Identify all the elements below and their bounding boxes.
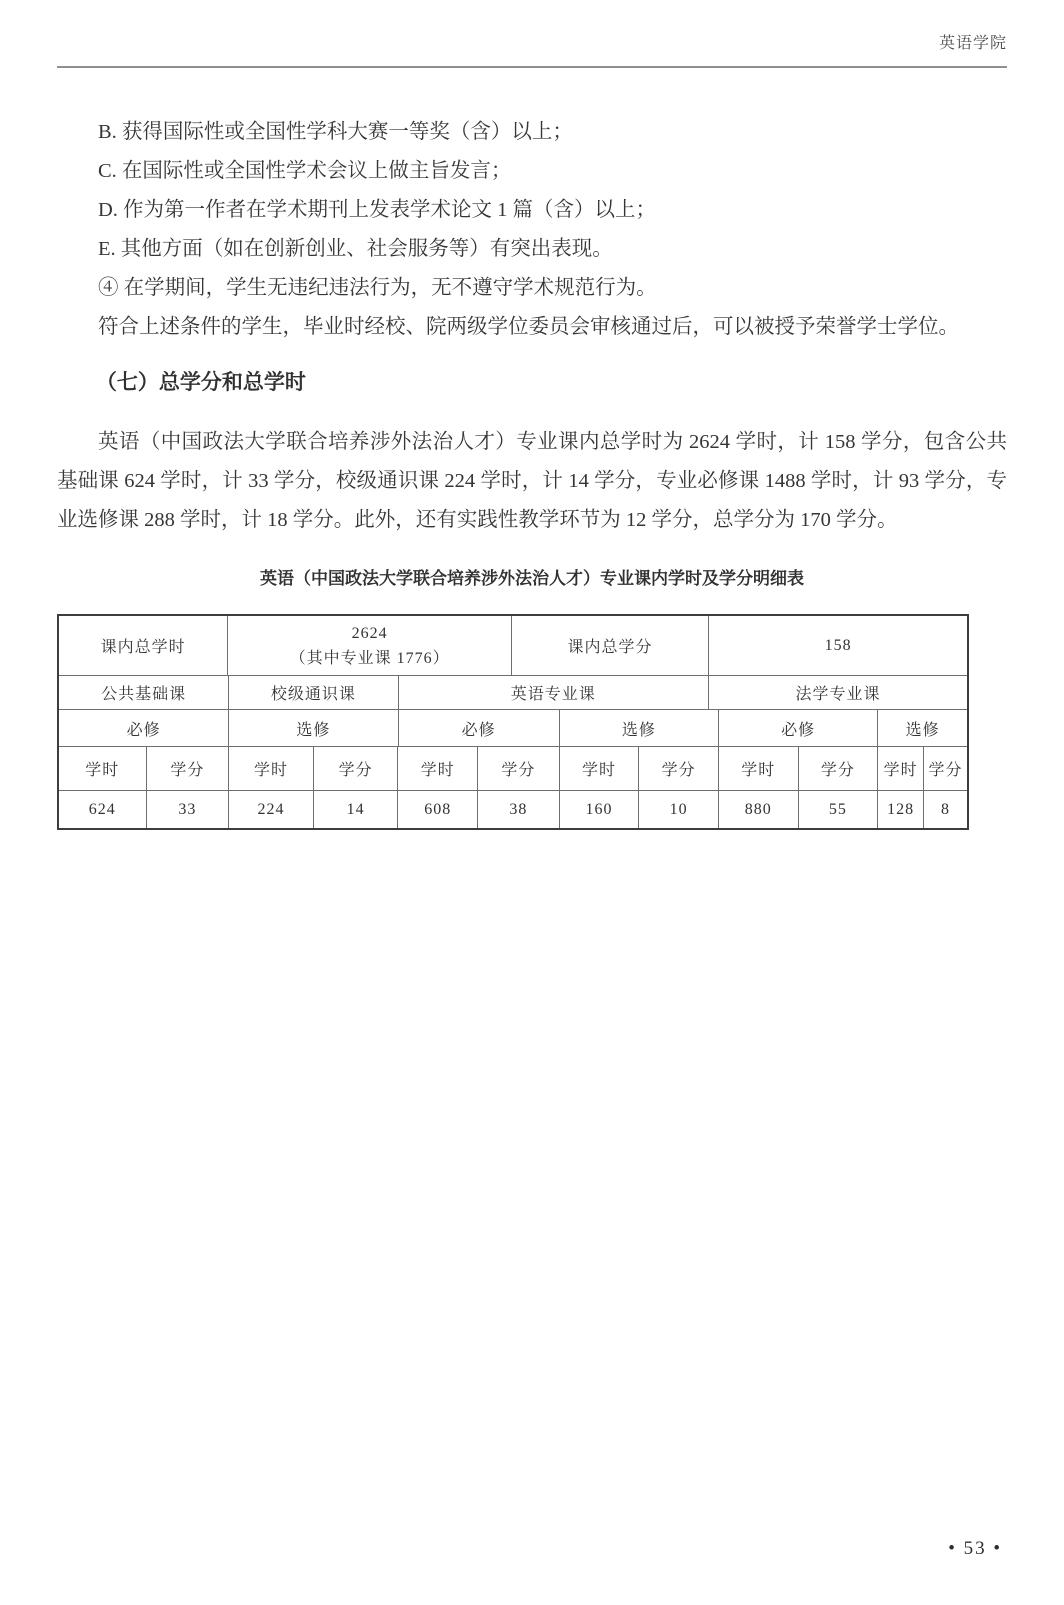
cell-unit-header: 学时 xyxy=(559,747,639,790)
cell-value: 880 xyxy=(718,791,798,828)
total-hours-number: 2624 xyxy=(351,624,388,642)
cell-unit-header: 学分 xyxy=(798,747,878,790)
cell-type: 选修 xyxy=(559,710,718,746)
table-title: 英语（中国政法大学联合培养涉外法治人才）专业课内学时及学分明细表 xyxy=(260,569,804,588)
page-number: • 53 • xyxy=(948,1538,1002,1559)
table-row-categories xyxy=(59,675,967,709)
table-row-unit-headers xyxy=(59,746,967,790)
cell-type: 选修 xyxy=(228,710,397,746)
cell-value: 33 xyxy=(146,791,229,828)
table-row-totals xyxy=(59,616,967,675)
cell-category-public-basic: 公共基础课 xyxy=(101,686,187,703)
page-content xyxy=(57,113,1007,830)
cell-type: 必修 xyxy=(126,721,161,739)
list-item-c: C. 在国际性或全国性学术会议上做主旨发言； xyxy=(98,160,512,182)
cell-unit-header: 学时 xyxy=(228,747,313,790)
cell-value: 8 xyxy=(923,791,967,828)
cell-unit-header: 学时 xyxy=(397,747,477,790)
cell-value: 10 xyxy=(638,791,718,828)
credits-table xyxy=(57,614,969,830)
cell-unit-header: 学时 xyxy=(85,762,120,779)
section-heading-total-credits: （七）总学分和总学时 xyxy=(95,371,306,394)
list-item-4: ④ 在学期间，学生无违纪违法行为，无不遵守学术规范行为。 xyxy=(98,277,657,299)
cell-unit-header: 学时 xyxy=(718,747,798,790)
cell-value: 14 xyxy=(313,791,398,828)
list-item-e: E. 其他方面（如在创新创业、社会服务等）有突出表现。 xyxy=(98,238,613,260)
cell-unit-header: 学分 xyxy=(313,747,398,790)
cell-total-hours-value xyxy=(227,616,511,675)
cell-category-english-major: 英语专业课 xyxy=(398,676,709,709)
cell-value: 608 xyxy=(397,791,477,828)
total-hours-note: （其中专业课 1776） xyxy=(289,649,450,667)
running-head-college: 英语学院 xyxy=(938,35,1007,52)
cell-total-hours-label: 课内总学时 xyxy=(100,639,186,656)
list-item-d: D. 作为第一作者在学术期刊上发表学术论文 1 篇（含）以上； xyxy=(98,199,657,221)
cell-category-law-major: 法学专业课 xyxy=(708,676,967,709)
cell-value: 160 xyxy=(559,791,639,828)
cell-total-credits-label: 课内总学分 xyxy=(511,616,708,675)
list-item-b: B. 获得国际性或全国性学科大赛一等奖（含）以上； xyxy=(98,121,573,143)
cell-unit-header: 学分 xyxy=(923,747,967,790)
cell-unit-header: 学分 xyxy=(146,747,229,790)
header-divider xyxy=(57,66,1007,68)
cell-total-credits-value: 158 xyxy=(708,616,967,675)
cell-type: 必修 xyxy=(398,710,559,746)
cell-category-general-education: 校级通识课 xyxy=(228,676,397,709)
cell-value: 55 xyxy=(798,791,878,828)
cell-type: 必修 xyxy=(718,710,877,746)
cell-value: 624 xyxy=(88,800,116,818)
table-row-values xyxy=(59,790,967,828)
paragraph-honor-degree: 符合上述条件的学生，毕业时经校、院两级学位委员会审核通过后，可以被授予荣誉学士学位。 xyxy=(98,316,959,338)
cell-unit-header: 学分 xyxy=(477,747,559,790)
cell-unit-header: 学分 xyxy=(638,747,718,790)
cell-value: 38 xyxy=(477,791,559,828)
paragraph-credit-summary: 英语（中国政法大学联合培养涉外法治人才）专业课内总学时为 2624 学时，计 158 学分，包含公共基础课 624 学时，计 33 学分，校级通识课 224 学时，计 14 学分，专业必修课 1488 学时，计 93 学分，专业选修课 288 学时，计 18 学分。此外，还有实践性教学环节为 12 学分，总学分为 170 学分。 xyxy=(57,431,1007,531)
cell-value: 224 xyxy=(228,791,313,828)
table-row-course-types xyxy=(59,709,967,746)
cell-value: 128 xyxy=(877,791,923,828)
cell-type: 选修 xyxy=(877,710,967,746)
cell-unit-header: 学时 xyxy=(877,747,923,790)
